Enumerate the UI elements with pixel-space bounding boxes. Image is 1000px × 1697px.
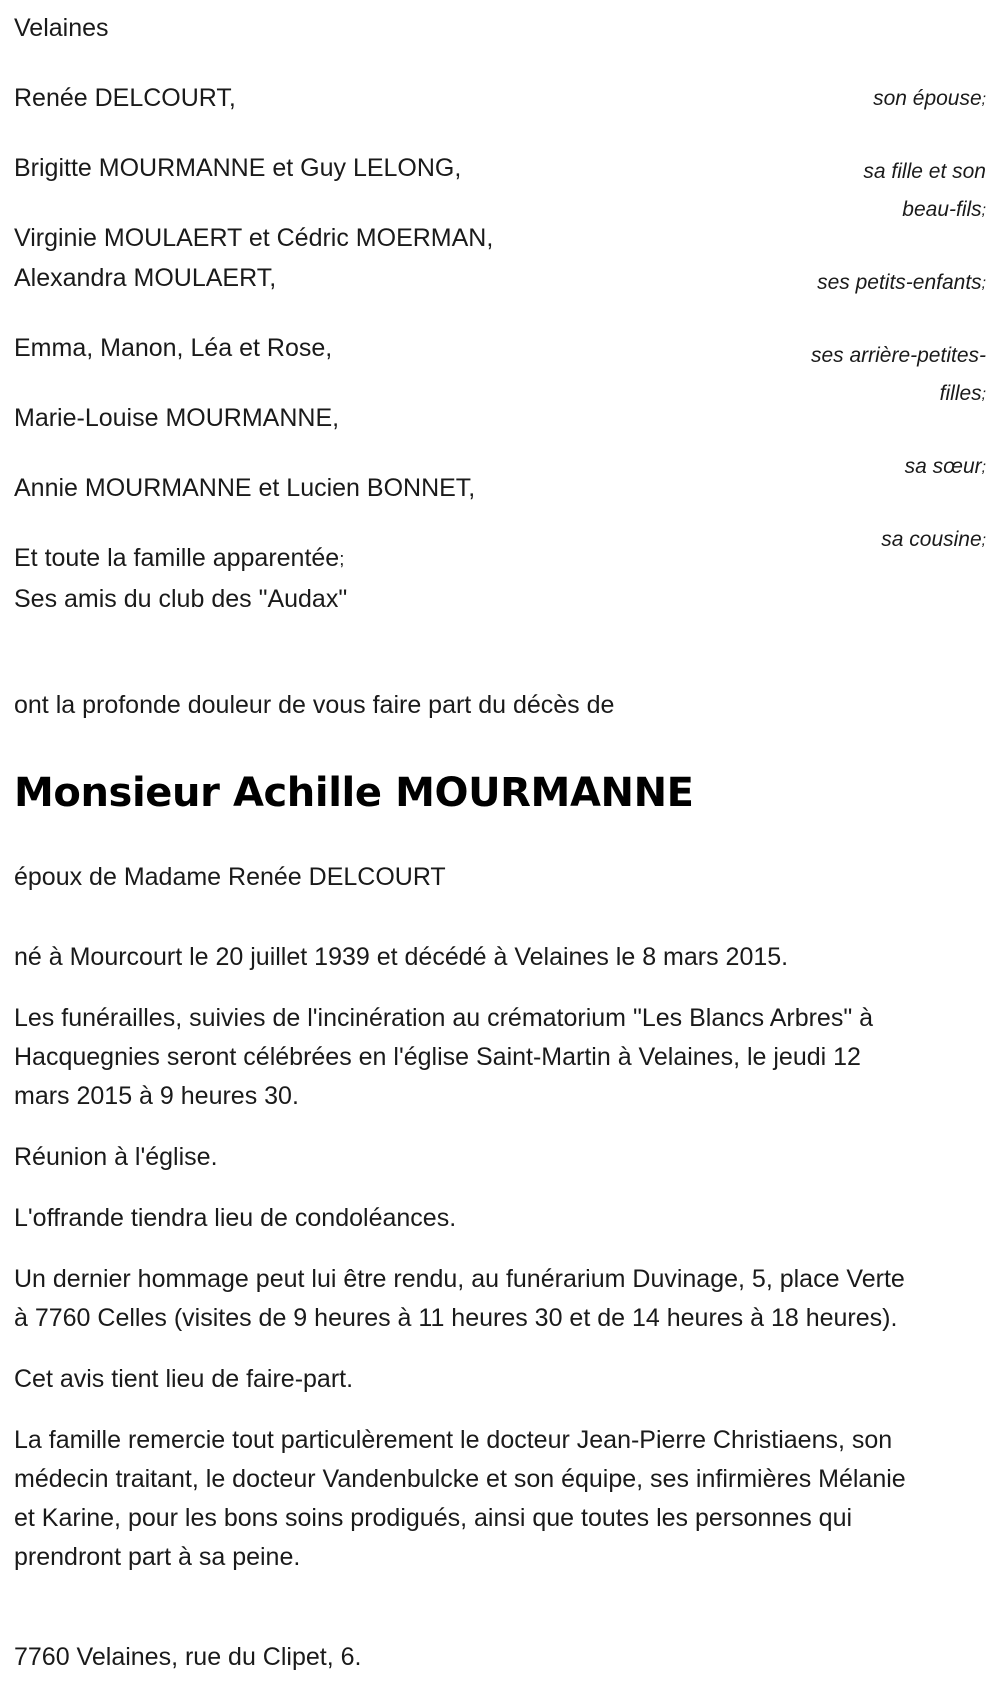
- relation-descriptor: filles;: [939, 382, 986, 406]
- relation-descriptor: ses petits-enfants;: [817, 271, 986, 295]
- relation-descriptor: sa sœur;: [904, 455, 986, 479]
- locality-heading: Velaines: [14, 14, 109, 42]
- relation-group: [14, 328, 614, 368]
- birth-death-line: né à Mourcourt le 20 juillet 1939 et décédé à Velaines le 8 mars 2015.: [14, 942, 789, 971]
- spouse-of-line: époux de Madame Renée DELCOURT: [14, 862, 446, 891]
- relation-descriptor: sa fille et son: [863, 160, 986, 184]
- relation-group: [14, 538, 614, 619]
- semicolon-glyph: ;: [981, 275, 986, 293]
- semicolon-glyph: ;: [981, 202, 986, 220]
- thanks-paragraph: La famille remercie tout particulèrement le docteur Jean-Pierre Christiaens, son médecin traitant, le docteur Vandenbulcke et son équipe, ses infirmières Mélanie et Karine, pour les bons soins prodigués, ainsi que toutes les personnes qui prendront part à sa peine.: [14, 1425, 906, 1571]
- relation-group: [14, 78, 614, 118]
- relation-line: Marie-Louise MOURMANNE,: [14, 404, 340, 432]
- relation-descriptor: son épouse;: [873, 87, 986, 110]
- relation-group: [14, 8, 614, 48]
- semicolon-glyph: ;: [981, 459, 986, 477]
- announcement-lead: ont la profonde douleur de vous faire part du décès de: [14, 690, 615, 719]
- relation-descriptor-group: [656, 448, 986, 487]
- deceased-name: Monsieur Achille MOURMANNE: [14, 769, 694, 816]
- family-address: 7760 Velaines, rue du Clipet, 6.: [14, 1642, 362, 1671]
- semicolon-glyph: ;: [981, 532, 986, 550]
- relation-descriptor: ses arrière-petites-: [810, 344, 986, 368]
- relation-line: Annie MOURMANNE et Lucien BONNET,: [14, 474, 476, 502]
- relations-right-column: [656, 8, 986, 560]
- gathering-paragraph: Réunion à l'église.: [14, 1142, 218, 1171]
- offering-paragraph: L'offrande tiendra lieu de condoléances.: [14, 1203, 457, 1232]
- relation-descriptor-group: [656, 337, 986, 414]
- semicolon-glyph: ;: [981, 386, 986, 404]
- semicolon-glyph: ;: [339, 547, 345, 569]
- visitation-paragraph: Un dernier hommage peut lui être rendu, au funérarium Duvinage, 5, place Verte à 7760 Celles (visites de 9 heures à 11 heures 30 et de 14 heures à 18 heures).: [14, 1264, 905, 1332]
- relation-group: [14, 218, 614, 298]
- semicolon-glyph: ;: [981, 91, 986, 109]
- relation-line: Et toute la famille apparentée;: [14, 544, 345, 572]
- relation-group: [14, 148, 614, 188]
- relation-group: [14, 468, 614, 508]
- relation-line: Ses amis du club des "Audax": [14, 584, 348, 613]
- relation-descriptor: sa cousine;: [881, 528, 986, 552]
- funeral-details-paragraph: Les funérailles, suivies de l'incinération au crématorium "Les Blancs Arbres" à Hacquegnies seront célébrées en l'église Saint-Martin à Velaines, le jeudi 12 mars 2015 à 9 heures 30.: [14, 1003, 874, 1110]
- relation-descriptor-group: [656, 80, 986, 119]
- notice-paragraph: Cet avis tient lieu de faire-part.: [14, 1364, 354, 1393]
- relation-line: Brigitte MOURMANNE et Guy LELONG,: [14, 154, 462, 182]
- relation-descriptor-group: [656, 153, 986, 230]
- relation-line: Emma, Manon, Léa et Rose,: [14, 334, 333, 362]
- relation-descriptor-group: [656, 521, 986, 560]
- relations-left-column: [14, 8, 614, 619]
- relation-line: Alexandra MOULAERT,: [14, 264, 277, 292]
- relation-group: [14, 398, 614, 438]
- relation-descriptor: beau-fils;: [902, 198, 986, 222]
- relation-line: Renée DELCOURT,: [14, 84, 236, 112]
- relations-block: [14, 8, 986, 619]
- relation-line: Virginie MOULAERT et Cédric MOERMAN,: [14, 224, 494, 252]
- relation-descriptor-group: [656, 264, 986, 303]
